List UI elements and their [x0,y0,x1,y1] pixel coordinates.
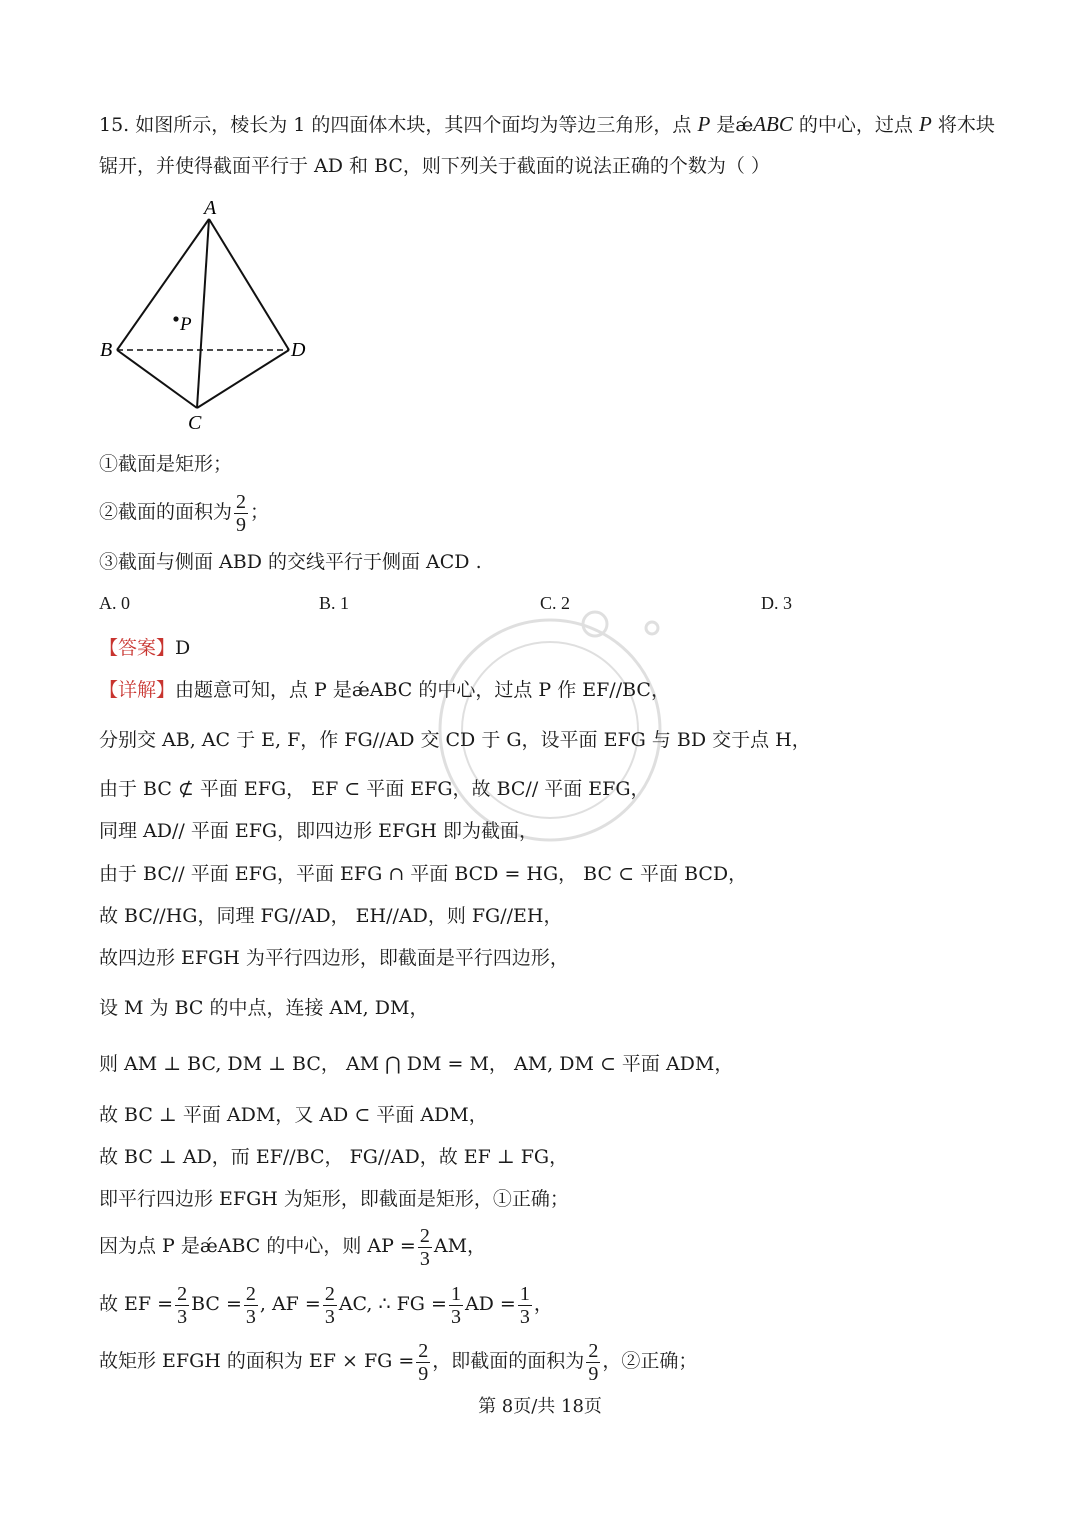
fraction: $\frac{2}{9}$ [236,490,247,536]
point-p-dot [173,316,178,321]
question-line-1: 15. 如图所示，棱长为 1 的四面体木块，其四个面均为等边三角形，点 P 是ǽABC 的中心，过点 P 将木块 [99,112,995,136]
solution-line-9: 则 AM ⊥ BC, DM ⊥ BC， AM ⋂ DM = M， AM, DM ⊂ 平面 ADM， [99,1053,734,1075]
edge-ac [197,219,209,408]
statement-1: ①截面是矩形； [99,453,233,475]
solution-line-8: 设 M 为 BC 的中点，连接 AM, DM， [99,997,429,1019]
solution-line-6: 故 BC//HG，同理 FG//AD， EH//AD，则 FG//EH， [99,905,563,927]
solution-line-12: 即平行四边形 EFGH 为矩形，即截面是矩形，①正确； [99,1188,569,1210]
label-d: D [291,339,306,361]
edge-ab [117,219,209,350]
solution-line-5: 由于 BC// 平面 EFG，平面 EFG ∩ 平面 BCD = HG， BC ⊂ 平面 BCD， [99,863,748,885]
option-b: B. 1 [319,593,350,613]
statement-2: ②截面的面积为 $\frac{2}{9}$ ； [99,490,270,536]
solution-line-10: 故 BC ⊥ 平面 ADM，又 AD ⊂ 平面 ADM， [99,1104,488,1126]
solution-line-3: 由于 BC ⊄ 平面 EFG， EF ⊂ 平面 EFG，故 BC// 平面 EFG， [99,778,650,800]
fraction: $\frac{2}{3}$ [419,1224,430,1270]
answer-value: D [175,637,191,659]
solution-line-15: 故矩形 EFGH 的面积为 EF × FG = $\frac{2}{9}$ ，即截面的面积为 $\frac{2}{9}$ ，②正确； [99,1339,698,1385]
answer-tag: 【答案】 [99,637,176,659]
option-c: C. 2 [540,593,571,613]
label-p: P [180,314,192,335]
option-a: A. 0 [99,593,130,613]
solution-tag: 【详解】 [99,679,176,701]
solution-line-4: 同理 AD// 平面 EFG，即四边形 EFGH 即为截面， [99,820,538,842]
solution-line-1: 【详解】由题意可知，点 P 是ǽABC 的中心，过点 P 作 EF//BC， [99,679,670,701]
statement-3: ③截面与侧面 ABD 的交线平行于侧面 ACD . [99,551,482,573]
fraction: $\frac{2}{9}$ [418,1339,429,1385]
watermark-seal [430,610,670,850]
label-b: B [100,339,113,361]
solution-line-2: 分别交 AB, AC 于 E, F，作 FG//AD 交 CD 于 G，设平面 EFG 与 BD 交于点 H， [99,729,811,751]
edge-dc [197,350,289,408]
label-c: C [188,412,202,434]
fraction: $\frac{2}{3}$ [245,1282,256,1328]
tetrahedron-figure [96,196,316,436]
question-text: 15. 如图所示，棱长为 1 的四面体木块，其四个面均为等边三角形，点 [99,114,698,136]
triangle-symbol: ǽ [735,114,754,136]
fraction: $\frac{2}{3}$ [177,1282,188,1328]
question-line-2: 锯开，并使得截面平行于 AD 和 BC，则下列关于截面的说法正确的个数为（ ） [99,155,770,177]
edge-bc [117,350,197,408]
label-a: A [204,197,217,219]
fraction: $\frac{2}{9}$ [588,1339,599,1385]
option-d: D. 3 [761,593,792,613]
fraction: $\frac{2}{3}$ [324,1282,335,1328]
solution-line-11: 故 BC ⊥ AD，而 EF//BC， FG//AD，故 EF ⊥ FG， [99,1146,569,1168]
solution-line-7: 故四边形 EFGH 为平行四边形，即截面是平行四边形， [99,947,569,969]
page-footer: 第 8页/共 18页 [478,1396,602,1417]
point-p: P [697,112,711,136]
answer [99,636,190,660]
solution-line-13: 因为点 P 是ǽABC 的中心，则 AP = $\frac{2}{3}$ AM， [99,1224,487,1270]
fraction: $\frac{1}{3}$ [450,1282,461,1328]
fraction: $\frac{1}{3}$ [519,1282,530,1328]
edge-ad [209,219,289,350]
solution-line-14: 故 EF = $\frac{2}{3}$ BC = $\frac{2}{3}$ , AF = $\frac{2}{3}$ AC, ∴ FG = $\frac{1}{3}$ AD = $\frac{1}{3}$ ， [99,1282,553,1328]
